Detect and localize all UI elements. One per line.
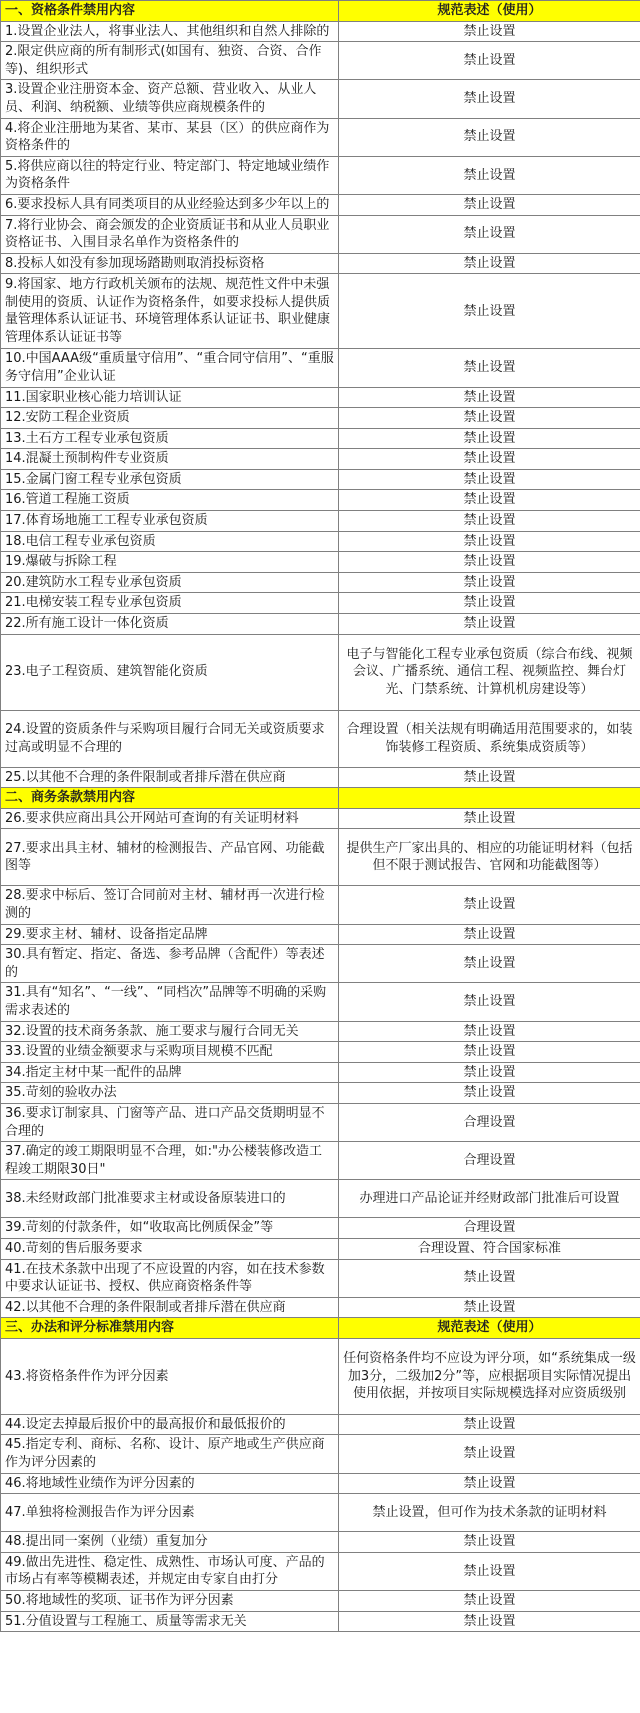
prohibited-item: 34.指定主材中某一配件的品牌 bbox=[1, 1062, 339, 1083]
table-row bbox=[1, 1414, 640, 1435]
prohibited-item: 33.设置的业绩金额要求与采购项目规模不匹配 bbox=[1, 1042, 339, 1063]
section-note: 规范表述（使用） bbox=[339, 1318, 640, 1339]
section-title: 三、办法和评分标准禁用内容 bbox=[1, 1318, 339, 1339]
table-row bbox=[1, 634, 640, 710]
prohibited-item: 18.电信工程专业承包资质 bbox=[1, 531, 339, 552]
prohibited-item: 6.要求投标人具有同类项目的从业经验达到多少年以上的 bbox=[1, 194, 339, 215]
table-row bbox=[1, 428, 640, 449]
standard-expression: 禁止设置 bbox=[339, 490, 640, 511]
table-body bbox=[1, 1, 640, 1632]
table-row bbox=[1, 118, 640, 156]
standard-expression: 禁止设置 bbox=[339, 253, 640, 274]
table-row bbox=[1, 253, 640, 274]
standard-expression: 禁止设置 bbox=[339, 1021, 640, 1042]
table-row bbox=[1, 80, 640, 118]
table-row bbox=[1, 274, 640, 349]
prohibited-item: 11.国家职业核心能力培训认证 bbox=[1, 387, 339, 408]
standard-expression: 禁止设置 bbox=[339, 614, 640, 635]
prohibited-item: 48.提出同一案例（业绩）重复加分 bbox=[1, 1532, 339, 1553]
standard-expression: 电子与智能化工程专业承包资质（综合布线、视频会议、广播系统、通信工程、视频监控、舞台灯光、门禁系统、计算机机房建设等） bbox=[339, 634, 640, 710]
table-row bbox=[1, 945, 640, 983]
standard-expression: 禁止设置 bbox=[339, 80, 640, 118]
standard-expression: 合理设置（相关法规有明确适用范围要求的，如装饰装修工程资质、系统集成资质等） bbox=[339, 710, 640, 767]
table-row bbox=[1, 21, 640, 42]
table-row bbox=[1, 1473, 640, 1494]
table-row bbox=[1, 1083, 640, 1104]
standard-expression: 合理设置 bbox=[339, 1142, 640, 1180]
prohibited-item: 43.将资格条件作为评分因素 bbox=[1, 1338, 339, 1414]
standard-expression: 禁止设置 bbox=[339, 511, 640, 532]
standard-expression: 禁止设置 bbox=[339, 1062, 640, 1083]
table-row bbox=[1, 1103, 640, 1141]
standard-expression: 禁止设置，但可作为技术条款的证明材料 bbox=[339, 1494, 640, 1532]
prohibited-item: 51.分值设置与工程施工、质量等需求无关 bbox=[1, 1611, 339, 1632]
prohibited-item: 20.建筑防水工程专业承包资质 bbox=[1, 572, 339, 593]
table-row bbox=[1, 1611, 640, 1632]
table-row bbox=[1, 1042, 640, 1063]
table-row bbox=[1, 1218, 640, 1239]
prohibited-item: 31.具有“知名”、“一线”、“同档次”品牌等不明确的采购需求表述的 bbox=[1, 983, 339, 1021]
prohibited-item: 38.未经财政部门批准要求主材或设备原装进口的 bbox=[1, 1180, 339, 1218]
standard-expression: 提供生产厂家出具的、相应的功能证明材料（包括但不限于测试报告、官网和功能截图等） bbox=[339, 829, 640, 886]
table-row bbox=[1, 983, 640, 1021]
prohibited-item: 29.要求主材、辅材、设备指定品牌 bbox=[1, 924, 339, 945]
table-row bbox=[1, 924, 640, 945]
section-header bbox=[1, 1318, 640, 1339]
table-row bbox=[1, 1435, 640, 1473]
prohibited-item: 25.以其他不合理的条件限制或者排斥潜在供应商 bbox=[1, 767, 339, 788]
standard-expression: 合理设置 bbox=[339, 1103, 640, 1141]
standard-expression: 禁止设置 bbox=[339, 767, 640, 788]
table-row bbox=[1, 449, 640, 470]
prohibited-item: 26.要求供应商出具公开网站可查询的有关证明材料 bbox=[1, 808, 339, 829]
table-row bbox=[1, 1259, 640, 1297]
table-row bbox=[1, 572, 640, 593]
prohibited-item: 35.苛刻的验收办法 bbox=[1, 1083, 339, 1104]
table-row bbox=[1, 1238, 640, 1259]
prohibited-item: 5.将供应商以往的特定行业、特定部门、特定地域业绩作为资格条件 bbox=[1, 156, 339, 194]
prohibited-item: 10.中国AAA级“重质量守信用”、“重合同守信用”、“重服务守信用”企业认证 bbox=[1, 349, 339, 387]
prohibited-item: 15.金属门窗工程专业承包资质 bbox=[1, 469, 339, 490]
standard-expression: 禁止设置 bbox=[339, 1435, 640, 1473]
table-row bbox=[1, 194, 640, 215]
standard-expression: 禁止设置 bbox=[339, 428, 640, 449]
standard-expression: 禁止设置 bbox=[339, 42, 640, 80]
standard-expression: 禁止设置 bbox=[339, 215, 640, 253]
table-row bbox=[1, 552, 640, 573]
standard-expression: 禁止设置 bbox=[339, 156, 640, 194]
prohibited-item: 49.做出先进性、稳定性、成熟性、市场认可度、产品的市场占有率等模糊表述，并规定由专家自由打分 bbox=[1, 1552, 339, 1590]
table-row bbox=[1, 1142, 640, 1180]
prohibited-item: 28.要求中标后、签订合同前对主材、辅材再一次进行检测的 bbox=[1, 886, 339, 924]
table-row bbox=[1, 886, 640, 924]
prohibited-item: 44.设定去掉最后报价中的最高报价和最低报价的 bbox=[1, 1414, 339, 1435]
standard-expression: 禁止设置 bbox=[339, 886, 640, 924]
standard-expression: 禁止设置 bbox=[339, 1042, 640, 1063]
prohibited-item: 27.要求出具主材、辅材的检测报告、产品官网、功能截图等 bbox=[1, 829, 339, 886]
prohibited-item: 22.所有施工设计一体化资质 bbox=[1, 614, 339, 635]
table-row bbox=[1, 1532, 640, 1553]
prohibited-item: 14.混凝土预制构件专业资质 bbox=[1, 449, 339, 470]
prohibited-item: 30.具有暂定、指定、备选、参考品牌（含配件）等表述的 bbox=[1, 945, 339, 983]
prohibited-item: 4.将企业注册地为某省、某市、某县（区）的供应商作为资格条件的 bbox=[1, 118, 339, 156]
prohibited-item: 40.苛刻的售后服务要求 bbox=[1, 1238, 339, 1259]
section-header bbox=[1, 1, 640, 22]
table-row bbox=[1, 511, 640, 532]
table-row bbox=[1, 808, 640, 829]
standard-expression: 禁止设置 bbox=[339, 552, 640, 573]
standard-expression: 禁止设置 bbox=[339, 349, 640, 387]
standard-expression: 禁止设置 bbox=[339, 387, 640, 408]
section-note bbox=[339, 788, 640, 809]
standard-expression: 禁止设置 bbox=[339, 449, 640, 470]
table-row bbox=[1, 1338, 640, 1414]
table-row bbox=[1, 593, 640, 614]
prohibited-item: 41.在技术条款中出现了不应设置的内容，如在技术参数中要求认证证书、授权、供应商资格条件等 bbox=[1, 1259, 339, 1297]
table-row bbox=[1, 1180, 640, 1218]
prohibited-item: 16.管道工程施工资质 bbox=[1, 490, 339, 511]
standard-expression: 办理进口产品论证并经财政部门批准后可设置 bbox=[339, 1180, 640, 1218]
table-row bbox=[1, 490, 640, 511]
standard-expression: 禁止设置 bbox=[339, 1259, 640, 1297]
prohibited-item: 46.将地域性业绩作为评分因素的 bbox=[1, 1473, 339, 1494]
standard-expression: 禁止设置 bbox=[339, 983, 640, 1021]
standard-expression: 禁止设置 bbox=[339, 408, 640, 429]
standard-expression: 禁止设置 bbox=[339, 194, 640, 215]
table-row bbox=[1, 349, 640, 387]
standard-expression: 禁止设置 bbox=[339, 1414, 640, 1435]
prohibited-item: 23.电子工程资质、建筑智能化资质 bbox=[1, 634, 339, 710]
section-title: 一、资格条件禁用内容 bbox=[1, 1, 339, 22]
prohibited-item: 2.限定供应商的所有制形式(如国有、独资、合资、合作等)、组织形式 bbox=[1, 42, 339, 80]
table-row bbox=[1, 156, 640, 194]
standard-expression: 禁止设置 bbox=[339, 469, 640, 490]
prohibited-item: 36.要求订制家具、门窗等产品、进口产品交货期明显不合理的 bbox=[1, 1103, 339, 1141]
table-row bbox=[1, 387, 640, 408]
prohibited-item: 47.单独将检测报告作为评分因素 bbox=[1, 1494, 339, 1532]
prohibited-item: 19.爆破与拆除工程 bbox=[1, 552, 339, 573]
prohibited-item: 12.安防工程企业资质 bbox=[1, 408, 339, 429]
prohibited-item: 13.土石方工程专业承包资质 bbox=[1, 428, 339, 449]
table-row bbox=[1, 710, 640, 767]
prohibited-item: 7.将行业协会、商会颁发的企业资质证书和从业人员职业资格证书、入围目录名单作为资格条件的 bbox=[1, 215, 339, 253]
section-title: 二、商务条款禁用内容 bbox=[1, 788, 339, 809]
section-note: 规范表述（使用） bbox=[339, 1, 640, 22]
prohibited-item: 8.投标人如没有参加现场踏勘则取消投标资格 bbox=[1, 253, 339, 274]
table-row bbox=[1, 1021, 640, 1042]
standard-expression: 禁止设置 bbox=[339, 572, 640, 593]
prohibited-item: 32.设置的技术商务条款、施工要求与履行合同无关 bbox=[1, 1021, 339, 1042]
standard-expression: 禁止设置 bbox=[339, 1083, 640, 1104]
table-row bbox=[1, 1494, 640, 1532]
standard-expression: 禁止设置 bbox=[339, 1552, 640, 1590]
standard-expression: 禁止设置 bbox=[339, 593, 640, 614]
table-row bbox=[1, 531, 640, 552]
standard-expression: 禁止设置 bbox=[339, 21, 640, 42]
table-row bbox=[1, 767, 640, 788]
table-row bbox=[1, 1552, 640, 1590]
prohibited-item: 37.确定的竣工期限明显不合理，如:"办公楼装修改造工程竣工期限30日" bbox=[1, 1142, 339, 1180]
section-header bbox=[1, 788, 640, 809]
prohibited-item: 9.将国家、地方行政机关颁布的法规、规范性文件中未强制使用的资质、认证作为资格条件，如要求投标人提供质量管理体系认证证书、环境管理体系认证证书、职业健康管理体系认证证书等 bbox=[1, 274, 339, 349]
table-row bbox=[1, 215, 640, 253]
standard-expression: 禁止设置 bbox=[339, 1591, 640, 1612]
standard-expression: 禁止设置 bbox=[339, 808, 640, 829]
table-row bbox=[1, 469, 640, 490]
prohibited-item: 45.指定专利、商标、名称、设计、原产地或生产供应商作为评分因素的 bbox=[1, 1435, 339, 1473]
prohibited-item: 42.以其他不合理的条件限制或者排斥潜在供应商 bbox=[1, 1297, 339, 1318]
standard-expression: 合理设置 bbox=[339, 1218, 640, 1239]
prohibited-item: 50.将地域性的奖项、证书作为评分因素 bbox=[1, 1591, 339, 1612]
standard-expression: 禁止设置 bbox=[339, 1473, 640, 1494]
standard-expression: 禁止设置 bbox=[339, 924, 640, 945]
table-row bbox=[1, 408, 640, 429]
table-row bbox=[1, 1591, 640, 1612]
standard-expression: 禁止设置 bbox=[339, 274, 640, 349]
prohibited-item: 17.体育场地施工工程专业承包资质 bbox=[1, 511, 339, 532]
prohibited-item: 3.设置企业注册资本金、资产总额、营业收入、从业人员、利润、纳税额、业绩等供应商规模条件的 bbox=[1, 80, 339, 118]
prohibited-item: 1.设置企业法人，将事业法人、其他组织和自然人排除的 bbox=[1, 21, 339, 42]
standard-expression: 禁止设置 bbox=[339, 1297, 640, 1318]
prohibited-item: 24.设置的资质条件与采购项目履行合同无关或资质要求过高或明显不合理的 bbox=[1, 710, 339, 767]
standard-expression: 禁止设置 bbox=[339, 1532, 640, 1553]
standard-expression: 禁止设置 bbox=[339, 945, 640, 983]
prohibited-item: 21.电梯安装工程专业承包资质 bbox=[1, 593, 339, 614]
standard-expression: 任何资格条件均不应设为评分项，如“系统集成一级加3分，二级加2分”等，应根据项目实际情况提出使用依据，并按项目实际规模选择对应资质级别 bbox=[339, 1338, 640, 1414]
table-row bbox=[1, 42, 640, 80]
table-row bbox=[1, 1297, 640, 1318]
standard-expression: 禁止设置 bbox=[339, 118, 640, 156]
standard-expression: 禁止设置 bbox=[339, 531, 640, 552]
table-row bbox=[1, 829, 640, 886]
standard-expression: 禁止设置 bbox=[339, 1611, 640, 1632]
prohibited-item: 39.苛刻的付款条件，如“收取高比例质保金”等 bbox=[1, 1218, 339, 1239]
table-row bbox=[1, 614, 640, 635]
table-row bbox=[1, 1062, 640, 1083]
standard-expression: 合理设置、符合国家标准 bbox=[339, 1238, 640, 1259]
